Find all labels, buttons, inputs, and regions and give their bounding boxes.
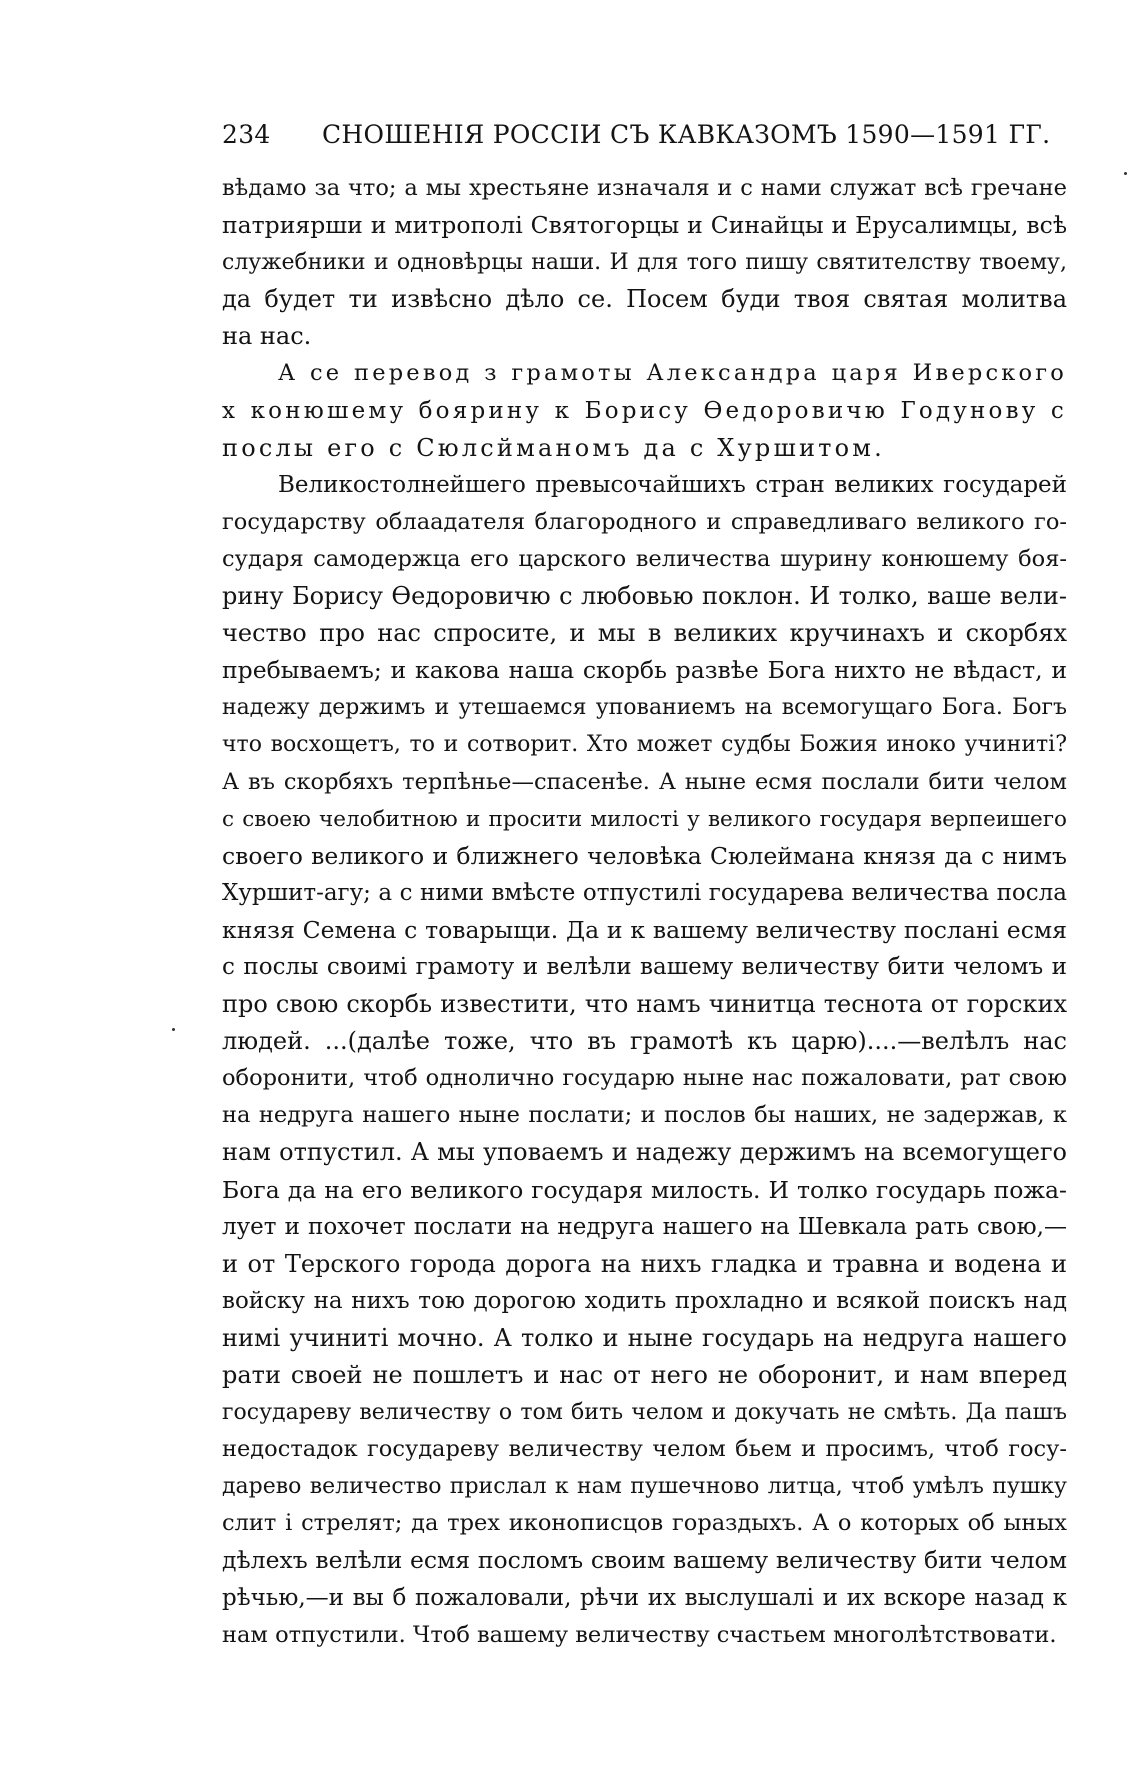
text-line: чество про нас спросите, и мы в великих кручинахъ и скорбях — [222, 619, 1067, 648]
text-line: А се перевод з грамоты Александра царя Иверского — [278, 360, 1067, 387]
text-line: рину Борису Ѳедоровичю с любовью поклон. И толко, ваше вели- — [222, 582, 1067, 611]
text-line: недостадок государеву величеству челом бьем и просимъ, чтоб госу- — [222, 1436, 1067, 1463]
text-line: государеву величеству о том бить челом и докучать не смѣть. Да пашъ — [222, 1400, 1067, 1426]
text-line: Хуршит-агу; а с ними вмѣсте отпустилi государева величества посла — [222, 879, 1067, 906]
text-line: служебники и одновѣрцы наши. И для того пишу святителству твоему, — [222, 250, 1067, 276]
text-line: рати своей не пошлетъ и нас от него не оборонит, и нам вперед — [222, 1361, 1067, 1389]
text-line: людей. ...(далѣе тоже, что въ грамотѣ къ царю)....—велѣлъ нас — [222, 1027, 1067, 1056]
text-line: с своею челобитною и просити милостi у великого государя верпеишего — [222, 806, 1067, 832]
text-line: Великостолнейшего превысочайшихъ стран великих государей — [278, 471, 1067, 498]
text-line: рѣчью,—и вы б пожаловали, рѣчи их выслушалi и их вскоре назад к — [222, 1584, 1067, 1611]
text-line: А въ скорбяхъ терпѣнье—спасенѣе. А ныне есмя послали бити челом — [222, 768, 1067, 795]
section-heading — [222, 355, 1067, 466]
text-line: войску на нихъ тою дорогою ходить прохладно и всякой поискъ над — [222, 1287, 1067, 1314]
text-line: на нас. — [222, 322, 312, 351]
text-line: слит i стрелят; да трех иконописцов гораздыхъ. А о которых об ыных — [222, 1510, 1067, 1537]
text-line: сударя самодержца его царского величества шурину конюшему боя- — [222, 545, 1067, 572]
text-line: да будет ти извѣсно дѣло се. Посем буди твоя святая молитва — [222, 285, 1067, 314]
text-line: патриярши и митрополі Святогорцы и Синайцы и Ерусалимцы, всѣ — [222, 211, 1067, 240]
text-line: вѣдамо за что; а мы хрестьяне изначаля и с нами служат всѣ гречане — [222, 175, 1067, 201]
paragraph — [222, 170, 1067, 355]
text-line: государству облаадателя благородного и справедливаго великого го- — [222, 508, 1067, 535]
text-line: х конюшему боярину к Борису Ѳедоровичю Годунову с — [222, 397, 1067, 424]
scan-speck — [172, 1028, 175, 1031]
text-line: своего великого и ближнего человѣка Сюлеймана князя да с нимъ — [222, 841, 1067, 870]
text-line: что восхощетъ, то и сотворит. Хто может судбы Божия иноко учинитi? — [222, 732, 1067, 758]
text-line: с послы своимi грамоту и велѣли вашему величеству бити челомъ и — [222, 953, 1067, 980]
page-number: 234 — [222, 120, 271, 149]
scan-speck — [1124, 172, 1127, 175]
running-title: СНОШЕНІЯ РОССІИ СЪ КАВКАЗОМЪ 1590—1591 ГГ. — [322, 120, 1051, 149]
text-line: про свою скорбь известити, что намъ чинитца теснота от горских — [222, 990, 1067, 1019]
text-line: нам отпустили. Чтоб вашему величеству счастьем многолѣтствовати. — [222, 1621, 1057, 1648]
text-line: на недруга нашего ныне послати; и послов бы наших, не задержав, к — [222, 1102, 1067, 1129]
text-line: дѣлехъ велѣли есмя посломъ своим вашему величеству бити челом — [222, 1546, 1067, 1575]
text-line: Бога да на его великого государя милость. И толко государь пожа- — [222, 1175, 1067, 1204]
paragraph — [222, 467, 1067, 1654]
text-line: нам отпустил. А мы уповаемъ и надежу держимъ на всемогущего — [222, 1138, 1067, 1167]
text-line: лует и похочет послати на недруга нашего на Шевкала рать свою,— — [222, 1213, 1067, 1240]
text-line: послы его с Сюлсйманомъ да с Хуршитом. — [222, 433, 886, 462]
text-line: надежу держимъ и утешаемся упованиемъ на всемогущаго Бога. Богъ — [222, 695, 1067, 721]
document-body — [222, 170, 1067, 1654]
text-line: пребываемъ; и какова наша скорбь развѣе Бога нихто не вѣдаст, и — [222, 656, 1067, 685]
text-line: князя Семена с товарыщи. Да и к вашему величеству посланi есмя — [222, 915, 1067, 944]
text-line: дарево величество прислал к нам пушечново литца, чтоб умѣлъ пушку — [222, 1474, 1067, 1500]
text-line: оборонити, чтоб однолично государю ныне нас пожаловати, рат свою — [222, 1065, 1067, 1092]
text-line: нимi учинитi мочно. А толко и ныне государь на недруга нашего — [222, 1323, 1067, 1352]
text-line: и от Терского города дорога на нихъ гладка и травна и водена и — [222, 1249, 1067, 1278]
